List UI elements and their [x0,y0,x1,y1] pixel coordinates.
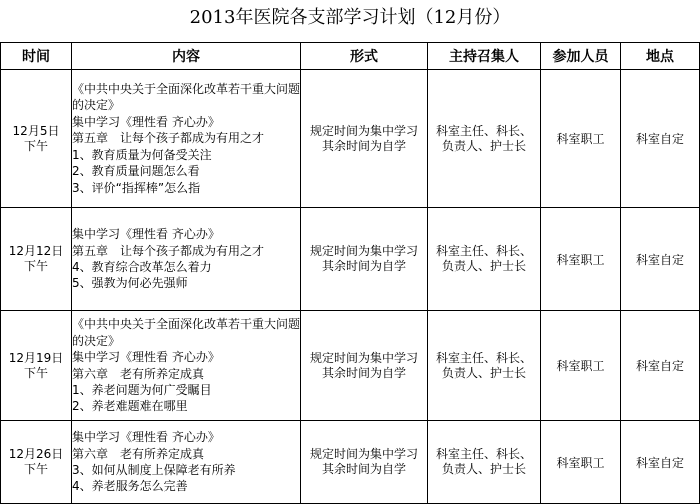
location-cell: 科室自定 [621,70,700,208]
host-line: 负责人、护士长 [441,138,526,153]
participants-cell: 科室职工 [541,208,621,311]
period-text: 下午 [23,462,48,476]
participants-cell: 科室职工 [541,311,621,421]
header-location: 地点 [621,43,700,70]
content-line: 5、强教为何必先强师 [72,276,188,291]
header-form: 形式 [301,43,428,70]
form-line: 规定时间为集中学习 [309,350,418,365]
content-line: 2、养老难题难在哪里 [72,399,188,414]
participants-cell: 科室职工 [541,70,621,208]
study-plan-table [0,42,700,504]
table-row [1,311,700,421]
content-cell [72,311,301,421]
content-line: 第五章 让每个孩子都成为有用之才 [72,243,265,258]
page-title: 2013年医院各支部学习计划（12月份） [189,7,511,28]
date-text: 12月19日 [8,350,64,365]
table-row [1,208,700,311]
content-line: 4、养老服务怎么完善 [72,479,188,494]
participants-cell: 科室职工 [541,421,621,504]
host-cell [428,311,541,421]
period-text: 下午 [23,365,48,380]
form-cell [301,208,428,311]
content-cell [72,421,301,504]
form-cell [301,311,428,421]
header-host: 主持召集人 [428,43,541,70]
content-cell [72,208,301,311]
content-line: 3、如何从制度上保障老有所养 [72,463,236,477]
form-cell [301,70,428,208]
host-line: 科室主任、科长、 [435,350,532,365]
form-line: 其余时间为自学 [321,365,406,380]
host-line: 科室主任、科长、 [435,244,532,258]
header-time: 时间 [1,43,72,70]
header-content: 内容 [72,43,301,70]
date-text: 12月12日 [8,244,64,258]
table-row [1,70,700,208]
content-line: 3、评价“指挥棒”怎么指 [72,180,201,195]
period-text: 下午 [23,138,48,153]
time-cell [1,70,72,208]
host-line: 科室主任、科长、 [435,123,532,138]
content-line: 集中学习《理性看 齐心办》 [72,114,220,129]
form-line: 规定时间为集中学习 [309,123,418,138]
time-cell [1,208,72,311]
form-line: 其余时间为自学 [321,462,406,476]
location-cell: 科室自定 [621,421,700,504]
host-line: 负责人、护士长 [441,259,526,273]
form-line: 规定时间为集中学习 [309,447,418,461]
content-line: 1、教育质量为何备受关注 [72,147,212,162]
time-cell [1,311,72,421]
content-line: 集中学习《理性看 齐心办》 [72,227,220,242]
form-line: 规定时间为集中学习 [309,244,418,258]
form-line: 其余时间为自学 [321,138,406,153]
content-line: 4、教育综合改革怎么着力 [72,260,212,274]
content-line: 集中学习《理性看 齐心办》 [72,350,220,365]
date-text: 12月26日 [8,447,64,461]
content-line: 《中共中央关于全面深化改革若干重大问题的决定》 [72,82,301,113]
header-row [1,43,700,70]
host-line: 负责人、护士长 [441,462,526,476]
table-row [1,421,700,504]
content-line: 第六章 老有所养定成真 [72,446,205,461]
content-line: 集中学习《理性看 齐心办》 [72,430,220,445]
content-line: 2、教育质量问题怎么看 [72,164,200,179]
content-line: 第六章 老有所养定成真 [72,366,205,381]
time-cell [1,421,72,504]
content-line: 第五章 让每个孩子都成为有用之才 [72,131,265,146]
location-cell: 科室自定 [621,208,700,311]
host-cell [428,208,541,311]
content-line: 《中共中央关于全面深化改革若干重大问题的决定》 [72,317,301,348]
form-line: 其余时间为自学 [321,259,406,273]
host-line: 科室主任、科长、 [435,447,532,461]
form-cell [301,421,428,504]
host-cell [428,421,541,504]
header-participants: 参加人员 [541,43,621,70]
date-text: 12月5日 [12,123,60,138]
content-cell [72,70,301,208]
host-line: 负责人、护士长 [441,365,526,380]
content-line: 1、养老问题为何广受瞩目 [72,382,212,397]
location-cell: 科室自定 [621,311,700,421]
host-cell [428,70,541,208]
period-text: 下午 [23,259,48,273]
